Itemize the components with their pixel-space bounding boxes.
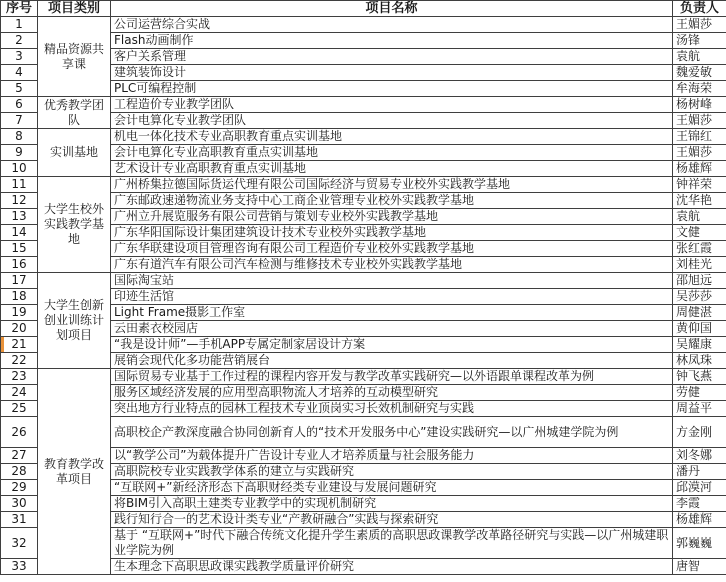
table-header — [1, 1, 726, 17]
project-name-cell: PLC可编程控制 — [111, 81, 673, 97]
table-row — [1, 129, 726, 145]
category-cell: 教育教学改革项目 — [38, 369, 111, 575]
header-project: 项目名称 — [111, 1, 673, 17]
project-name-cell: 展销会现代化多功能营销展台 — [111, 353, 673, 369]
row-number-cell: 2 — [1, 33, 38, 49]
category-cell: 实训基地 — [38, 129, 111, 177]
owner-cell: 李霞 — [673, 496, 726, 512]
project-name-cell: “互联网+”新经济形态下高职财经类专业建设与发展问题研究 — [111, 480, 673, 496]
project-name-cell: “我是设计师”—手机APP专属定制家居设计方案 — [111, 337, 673, 353]
header-no: 序号 — [1, 1, 38, 17]
table-row — [1, 97, 726, 113]
owner-cell: 袁航 — [673, 49, 726, 65]
row-number-cell: 27 — [1, 448, 38, 464]
row-number-cell: 9 — [1, 145, 38, 161]
project-name-cell: 广东华阳国际设计集团建筑设计技术专业校外实践教学基地 — [111, 225, 673, 241]
row-number-cell: 15 — [1, 241, 38, 257]
row-number-cell: 4 — [1, 65, 38, 81]
owner-cell: 王媚莎 — [673, 145, 726, 161]
owner-cell: 刘冬娜 — [673, 448, 726, 464]
row-number-cell: 8 — [1, 129, 38, 145]
row-number-cell: 24 — [1, 385, 38, 401]
project-name-cell: 将BIM引入高职土建类专业教学中的实现机制研究 — [111, 496, 673, 512]
owner-cell: 汤锋 — [673, 33, 726, 49]
row-number-cell: 5 — [1, 81, 38, 97]
row-number-cell: 23 — [1, 369, 38, 385]
owner-cell: 潘丹 — [673, 464, 726, 480]
project-name-cell: 机电一体化技术专业高职教育重点实训基地 — [111, 129, 673, 145]
project-name-cell: 服务区域经济发展的应用型高职物流人才培养的互动模型研究 — [111, 385, 673, 401]
row-number-cell: 22 — [1, 353, 38, 369]
row-number-cell: 13 — [1, 209, 38, 225]
row-number-cell: 31 — [1, 512, 38, 528]
row-number-cell: 18 — [1, 289, 38, 305]
project-name-cell: 建筑装饰设计 — [111, 65, 673, 81]
owner-cell: 杨雄辉 — [673, 161, 726, 177]
project-name-cell: 公司运营综合实战 — [111, 17, 673, 33]
row-number-cell: 20 — [1, 321, 38, 337]
project-name-cell: 艺术设计专业高职教育重点实训基地 — [111, 161, 673, 177]
row-number-cell: 11 — [1, 177, 38, 193]
project-name-cell: 广东有道汽车有限公司汽车检测与维修技术专业校外实践教学基地 — [111, 257, 673, 273]
row-number-cell: 28 — [1, 464, 38, 480]
category-cell: 精品资源共享课 — [38, 17, 111, 97]
owner-cell: 王媚莎 — [673, 113, 726, 129]
row-number-cell: 1 — [1, 17, 38, 33]
owner-cell: 沈华艳 — [673, 193, 726, 209]
owner-cell: 黄仰国 — [673, 321, 726, 337]
project-name-cell: 以“教学公司”为载体提升广告设计专业人才培养质量与社会服务能力 — [111, 448, 673, 464]
row-number-cell: 25 — [1, 401, 38, 417]
row-number-cell: 3 — [1, 49, 38, 65]
row-number-cell: 16 — [1, 257, 38, 273]
project-name-cell: 广东华联建设项目管理咨询有限公司工程造价专业校外实践教学基地 — [111, 241, 673, 257]
owner-cell: 牟海荣 — [673, 81, 726, 97]
table-row — [1, 273, 726, 289]
owner-cell: 刘桂光 — [673, 257, 726, 273]
owner-cell: 郭巍巍 — [673, 528, 726, 559]
header-owner: 负责人 — [673, 1, 726, 17]
project-name-cell: 会计电算化专业高职教育重点实训基地 — [111, 145, 673, 161]
project-name-cell: 国际淘宝站 — [111, 273, 673, 289]
owner-cell: 魏爱敏 — [673, 65, 726, 81]
owner-cell: 钟祥荣 — [673, 177, 726, 193]
owner-cell: 周健湛 — [673, 305, 726, 321]
owner-cell: 文健 — [673, 225, 726, 241]
project-name-cell: 践行知行合一的艺术设计类专业“产教研融合”实践与探索研究 — [111, 512, 673, 528]
project-name-cell: Flash动画制作 — [111, 33, 673, 49]
row-number-cell: 32 — [1, 528, 38, 559]
owner-cell: 邱漠河 — [673, 480, 726, 496]
table-row — [1, 17, 726, 33]
owner-cell: 唐智 — [673, 559, 726, 575]
owner-cell: 邵旭远 — [673, 273, 726, 289]
project-name-cell: 客户关系管理 — [111, 49, 673, 65]
project-name-cell: 印迹生活馆 — [111, 289, 673, 305]
project-name-cell: 突出地方行业特点的园林工程技术专业顶岗实习长效机制研究与实践 — [111, 401, 673, 417]
row-number-cell: 26 — [1, 417, 38, 448]
category-cell: 大学生校外实践教学基地 — [38, 177, 111, 273]
owner-cell: 方金刚 — [673, 417, 726, 448]
owner-cell: 杨雄辉 — [673, 512, 726, 528]
project-name-cell: 广东邮政速递物流业务支持中心工商企业管理专业校外实践教学基地 — [111, 193, 673, 209]
table-row — [1, 369, 726, 385]
project-name-cell: 高职校企产教深度融合协同创新育人的“技术开发服务中心”建设实践研究—以广州城建学院为例 — [111, 417, 673, 448]
row-number-cell: 17 — [1, 273, 38, 289]
owner-cell: 钟飞燕 — [673, 369, 726, 385]
row-number-cell: 19 — [1, 305, 38, 321]
header-row — [1, 1, 726, 17]
row-number-cell: 7 — [1, 113, 38, 129]
category-cell: 大学生创新创业训练计划项目 — [38, 273, 111, 369]
row-number-cell: 29 — [1, 480, 38, 496]
project-name-cell: 会计电算化专业教学团队 — [111, 113, 673, 129]
owner-cell: 袁航 — [673, 209, 726, 225]
project-name-cell: 云田素衣校园店 — [111, 321, 673, 337]
category-cell: 优秀教学团队 — [38, 97, 111, 129]
project-name-cell: 生本理念下高职思政课实践教学质量评价研究 — [111, 559, 673, 575]
row-number-cell: 30 — [1, 496, 38, 512]
project-name-cell: 高职院校专业实践教学体系的建立与实践研究 — [111, 464, 673, 480]
project-name-cell: 广州桥集拉德国际货运代理有限公司国际经济与贸易专业校外实践教学基地 — [111, 177, 673, 193]
project-name-cell: Light Frame摄影工作室 — [111, 305, 673, 321]
owner-cell: 林凤珠 — [673, 353, 726, 369]
row-number-cell: 33 — [1, 559, 38, 575]
project-name-cell: 工程造价专业教学团队 — [111, 97, 673, 113]
owner-cell: 劳健 — [673, 385, 726, 401]
table-row — [1, 177, 726, 193]
row-number-cell: 14 — [1, 225, 38, 241]
owner-cell: 王媚莎 — [673, 17, 726, 33]
project-name-cell: 国际贸易专业基于工作过程的课程内容开发与教学改革实践研究—以外语跟单课程改革为例 — [111, 369, 673, 385]
owner-cell: 周益平 — [673, 401, 726, 417]
table-body — [1, 17, 726, 575]
header-category: 项目类别 — [38, 1, 111, 17]
owner-cell: 王锦红 — [673, 129, 726, 145]
project-name-cell: 基于 “互联网+”时代下融合传统文化提升学生素质的高职思政课教学改革路径研究与实践—以广州城建职业学院为例 — [111, 528, 673, 559]
owner-cell: 吴莎莎 — [673, 289, 726, 305]
row-number-cell: 10 — [1, 161, 38, 177]
owner-cell: 杨树峰 — [673, 97, 726, 113]
row-number-cell: 21 — [1, 337, 38, 353]
row-number-cell: 12 — [1, 193, 38, 209]
project-name-cell: 广州立升展览服务有限公司营销与策划专业校外实践教学基地 — [111, 209, 673, 225]
owner-cell: 吴耀康 — [673, 337, 726, 353]
owner-cell: 张红霞 — [673, 241, 726, 257]
row-number-cell: 6 — [1, 97, 38, 113]
